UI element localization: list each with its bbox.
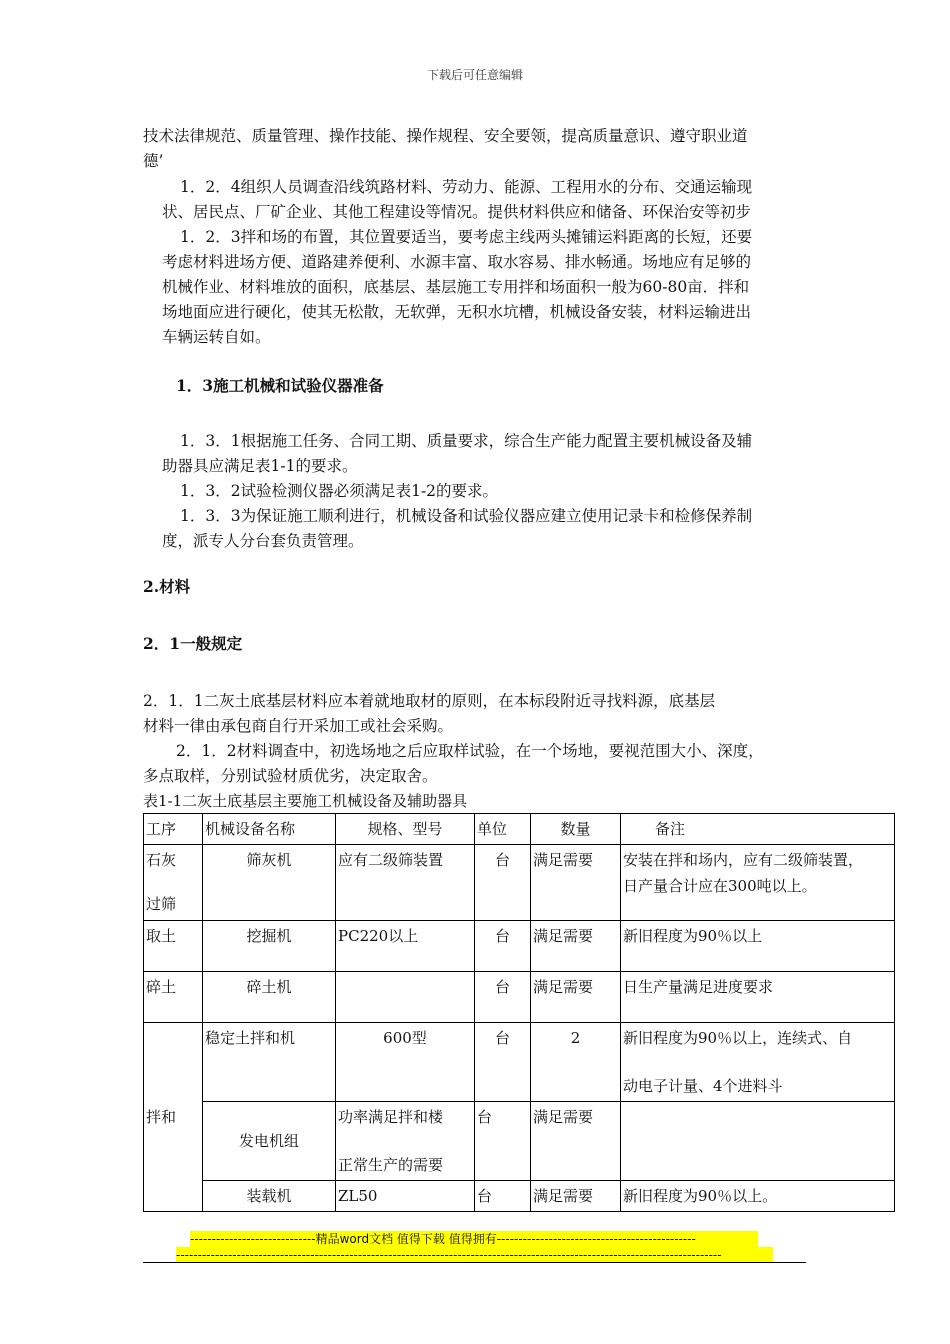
table-cell: 取土	[144, 921, 203, 972]
table-cell: 发电机组	[203, 1102, 336, 1181]
table-row	[144, 921, 895, 972]
paragraph-line: 助器具应满足表1-1的要求。	[162, 457, 358, 475]
paragraph-line: 技术法律规范、质量管理、操作技能、操作规程、安全要领，提高质量意识、遵守职业道	[143, 127, 748, 145]
paragraph-line: 1．2．3拌和场的布置，其位置要适当，要考虑主线两头摊铺运料距离的长短，还要	[180, 228, 753, 246]
paragraph-line: 车辆运转自如。	[162, 328, 271, 346]
paragraph-line: 德’	[143, 152, 164, 170]
header-cell: 规格、型号	[336, 814, 475, 845]
paragraph-line: 场地面应进行硬化，使其无松散，无软弹，无积水坑槽，机械设备安装，材料运输进出	[162, 303, 752, 321]
table-cell	[621, 845, 895, 921]
table-cell: 满足需要	[531, 845, 621, 921]
table-cell: 新旧程度为90％以上	[621, 921, 895, 972]
equipment-table	[143, 813, 895, 1212]
table-row	[144, 845, 895, 921]
section-heading-2-1: 2．1一般规定	[143, 634, 243, 653]
table-cell: 稳定土拌和机	[203, 1023, 336, 1102]
table-cell: 600型	[336, 1023, 475, 1102]
table-cell: 碎土	[144, 972, 203, 1023]
table-cell: 满足需要	[531, 972, 621, 1023]
table-cell: 满足需要	[531, 921, 621, 972]
table-row	[144, 1023, 895, 1102]
paragraph-line: 状、居民点、厂矿企业、其他工程建设等情况。提供材料供应和储备、环保治安等初步	[162, 203, 752, 221]
table-header-row	[144, 814, 895, 845]
paragraph-line: 1．2．4组织人员调查沿线筑路材料、劳动力、能源、工程用水的分布、交通运输现	[180, 178, 753, 196]
table-cell	[144, 845, 203, 921]
cell-line: 动电子计量、4个进料斗	[623, 1077, 783, 1095]
header-cell: 机械设备名称	[203, 814, 336, 845]
table-cell: 台	[475, 972, 531, 1023]
cell-line: 安装在拌和场内，应有二级筛装置，	[623, 851, 864, 869]
table-cell: 满足需要	[531, 1102, 621, 1181]
paragraph-line: 1．3．2试验检测仪器必须满足表1-2的要求。	[180, 482, 499, 500]
cell-line: 日产量合计应在300吨以上。	[623, 877, 817, 895]
paragraph-line: 考虑材料进场方便、道路建养便利、水源丰富、取水容易、排水畅通。场地应有足够的	[162, 253, 752, 271]
section-heading-2: 2.材料	[143, 577, 191, 596]
table-cell: 台	[475, 921, 531, 972]
table-cell: 筛灰机	[203, 845, 336, 921]
section-heading-1-3: 1．3施工机械和试验仪器准备	[176, 376, 384, 395]
table-caption: 表1-1二灰土底基层主要施工机械设备及辅助器具	[143, 792, 468, 810]
paragraph-line: 多点取样，分别试验材质优劣，决定取舍。	[143, 767, 438, 785]
header-cell: 工序	[144, 814, 203, 845]
table-cell: 台	[475, 845, 531, 921]
footer-banner: -----------------------------精品word文档 值得下载 值得拥有----------------------------------------------	[190, 1231, 758, 1247]
header-cell: 单位	[475, 814, 531, 845]
table-row	[144, 1102, 895, 1181]
paragraph-line: 2．1．1二灰土底基层材料应本着就地取材的原则，在本标段附近寻找料源，底基层	[143, 692, 716, 710]
table-cell: 台	[475, 1102, 531, 1181]
table-cell: 新旧程度为90％以上。	[621, 1181, 895, 1212]
cell-line: 功率满足拌和楼	[338, 1108, 444, 1126]
table-cell: 应有二级筛装置	[336, 845, 475, 921]
table-row	[144, 972, 895, 1023]
header-cell: 备注	[621, 814, 895, 845]
footer-banner-dashes: ------------------------------------------------------------------------------------------------------------------------------	[176, 1247, 773, 1263]
cell-line: 正常生产的需要	[338, 1156, 444, 1174]
paragraph-line: 机械作业、材料堆放的面积，底基层、基层施工专用拌和场面积一般为60-80亩．拌和	[162, 278, 750, 296]
page-header: 下载后可任意编辑	[426, 68, 523, 82]
table-cell	[336, 972, 475, 1023]
table-cell: 台	[475, 1023, 531, 1102]
paragraph-line: 1．3．3为保证施工顺利进行，机械设备和试验仪器应建立使用记录卡和检修保养制	[180, 507, 753, 525]
cell-line: 过筛	[146, 895, 177, 913]
table-cell: ZL50	[336, 1181, 475, 1212]
paragraph-line: 2．1．2材料调查中，初选场地之后应取样试验，在一个场地，要视范围大小、深度，	[176, 742, 764, 760]
paragraph-line: 度，派专人分台套负责管理。	[162, 532, 364, 550]
table-cell: 日生产量满足进度要求	[621, 972, 895, 1023]
paragraph-line: 1．3．1根据施工任务、合同工期、质量要求，综合生产能力配置主要机械设备及辅	[180, 432, 753, 450]
table-cell	[621, 1023, 895, 1102]
header-cell: 数量	[531, 814, 621, 845]
table-cell: 拌和	[144, 1023, 203, 1212]
table-cell: 碎土机	[203, 972, 336, 1023]
paragraph-line: 材料一律由承包商自行开采加工或社会采购。	[143, 717, 454, 735]
footer-rule	[143, 1262, 806, 1263]
cell-line: 石灰	[146, 851, 177, 869]
table-cell: 台	[475, 1181, 531, 1212]
table-cell: 满足需要	[531, 1181, 621, 1212]
cell-line: 新旧程度为90％以上，连续式、自	[623, 1029, 853, 1047]
table-row	[144, 1181, 895, 1212]
table-cell	[336, 1102, 475, 1181]
table-cell: PC220以上	[336, 921, 475, 972]
table-cell: 2	[531, 1023, 621, 1102]
table-cell: 装载机	[203, 1181, 336, 1212]
table-cell	[621, 1102, 895, 1181]
table-cell: 挖掘机	[203, 921, 336, 972]
